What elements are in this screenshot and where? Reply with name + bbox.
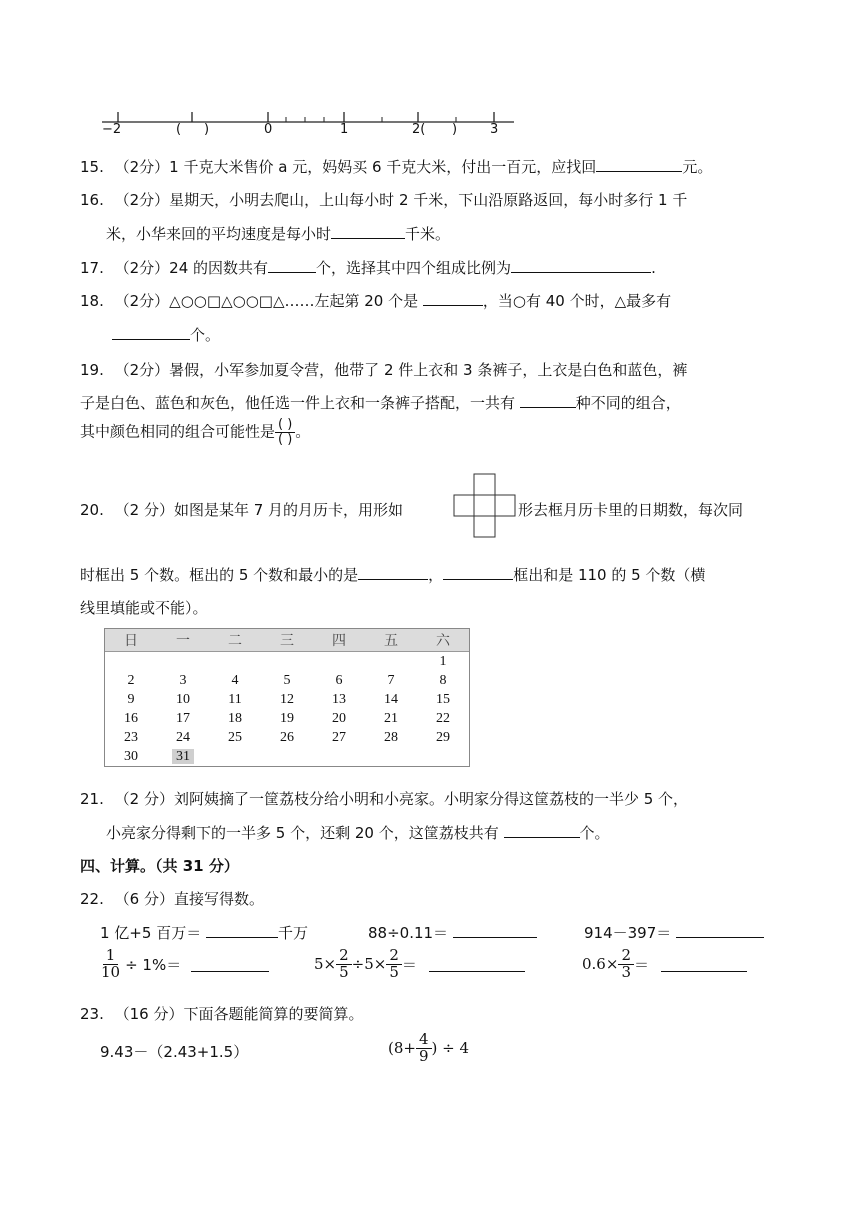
calendar-week-row (105, 671, 469, 690)
answer-blank[interactable] (423, 290, 483, 306)
tick-label: −2 (102, 122, 122, 137)
calendar-day: 5 (283, 672, 291, 688)
tick-label: ) (452, 122, 458, 137)
question-tail: 个。 (579, 824, 610, 842)
calendar-day: 19 (280, 710, 294, 726)
question-18 (80, 290, 671, 311)
calendar-week-row (105, 652, 469, 672)
calendar-day (313, 747, 365, 766)
expression: 1 亿+5 百万＝ (100, 924, 202, 942)
calendar-day: 3 (179, 672, 187, 688)
answer-blank[interactable] (596, 156, 682, 172)
answer-blank[interactable] (268, 257, 316, 273)
question-text: （16 分）下面各题能简算的要简算。 (114, 1005, 364, 1023)
question-tail: 元。 (682, 158, 713, 176)
weekday-header: 一 (157, 629, 209, 652)
section-title: 四、计算。（共 31 分） (80, 857, 239, 875)
calendar-day: 25 (228, 729, 242, 745)
calendar-day (261, 652, 313, 672)
question-number: 18. (80, 292, 104, 310)
calendar-day (209, 747, 261, 766)
tick-label: 2( (412, 122, 426, 137)
calendar-day: 4 (231, 672, 239, 688)
fraction: $\frac{2}{5}$ (386, 948, 402, 981)
calendar-day: 2 (127, 672, 135, 688)
weekday-header: 二 (209, 629, 261, 652)
fraction: $\frac{2}{5}$ (336, 948, 352, 981)
question-text: （2分）1 千克大米售价 a 元，妈妈买 6 千克大米，付出一百元，应找回 (114, 158, 597, 176)
highlighted-day: 31 (172, 749, 194, 764)
question-16 (80, 189, 687, 210)
question-text: 种不同的组合， (575, 394, 681, 412)
question-number: 22. (80, 890, 104, 908)
calendar-day (209, 652, 261, 672)
question-text: ，当○有 40 个时，△最多有 (482, 292, 672, 310)
question-18-line2 (112, 324, 220, 345)
question-text: 米，小华来回的平均速度是每小时 (106, 225, 332, 243)
expression: ) ÷ 4 (431, 1039, 470, 1058)
calendar-day (313, 652, 365, 672)
calendar-week-row (105, 728, 469, 747)
answer-fraction[interactable]: $\frac{( )}{( )}$ (275, 418, 295, 446)
question-number: 15. (80, 158, 104, 176)
answer-blank[interactable] (661, 956, 747, 972)
answer-blank[interactable] (676, 922, 764, 938)
expr-22-4 (98, 948, 269, 981)
question-tail: 千米。 (405, 225, 451, 243)
expression: 0.6× (582, 955, 619, 974)
weekday-header: 六 (417, 629, 469, 652)
weekday-header: 五 (365, 629, 417, 652)
calendar-day: 27 (332, 729, 346, 745)
question-21-line2 (106, 822, 610, 843)
question-text: （6 分）直接写得数。 (114, 890, 264, 908)
question-number: 20. (80, 501, 104, 519)
question-23 (80, 1003, 364, 1024)
number-line-labels (100, 122, 520, 140)
calendar-day: 22 (436, 710, 450, 726)
question-19 (80, 359, 687, 380)
calendar-day: 30 (124, 748, 138, 764)
weekday-header: 日 (105, 629, 157, 652)
tick-label: 0 (264, 122, 273, 137)
question-text: 小亮家分得剩下的一半多 5 个，还剩 20 个，这筐荔枝共有 (106, 824, 499, 842)
calendar-day: 17 (176, 710, 190, 726)
calendar-week-row (105, 747, 469, 766)
calendar-day: 24 (176, 729, 190, 745)
expression: 88÷0.11＝ (368, 924, 449, 942)
answer-blank[interactable] (443, 564, 513, 580)
cross-shape-icon (453, 473, 517, 539)
expr-23-1: 9.43－（2.43+1.5） (100, 1043, 249, 1061)
calendar-day (157, 652, 209, 672)
fraction: $\frac{1}{10}$ (101, 946, 121, 981)
answer-blank[interactable] (112, 324, 190, 340)
tick-label: ( (176, 122, 182, 137)
expression: 5× (314, 955, 337, 974)
calendar-day: 26 (280, 729, 294, 745)
expr-22-5 (314, 948, 525, 981)
calendar-table (105, 629, 469, 766)
question-tail: . (651, 259, 656, 277)
expr-22-1 (100, 922, 308, 943)
question-text: 其中颜色相同的组合可能性是 (80, 422, 276, 441)
calendar-day: 21 (384, 710, 398, 726)
question-19-line2 (80, 392, 681, 413)
question-20-line3: 线里填能或不能）。 (80, 599, 208, 617)
calendar-day: 9 (127, 691, 135, 707)
question-text: 时框出 5 个数。框出的 5 个数和最小的是 (80, 566, 359, 584)
calendar-week-row (105, 690, 469, 709)
question-number: 19. (80, 361, 104, 379)
answer-blank[interactable] (331, 223, 405, 239)
calendar-day: 23 (124, 729, 138, 745)
question-15 (80, 156, 712, 177)
question-16-line2 (106, 223, 450, 244)
calendar-day (157, 747, 209, 766)
calendar-day: 29 (436, 729, 450, 745)
fraction: $\frac{2}{3}$ (618, 948, 634, 981)
calendar-header-row (105, 629, 469, 652)
unit: 千万 (277, 924, 308, 942)
calendar-day: 18 (228, 710, 242, 726)
calendar-day: 7 (387, 672, 395, 688)
weekday-header: 三 (261, 629, 313, 652)
answer-blank[interactable] (511, 257, 651, 273)
calendar-day (105, 652, 157, 672)
answer-blank[interactable] (206, 922, 278, 938)
question-22 (80, 888, 264, 909)
calendar-day: 1 (439, 653, 447, 669)
calendar-day (365, 652, 417, 672)
question-text: （2 分）如图是某年 7 月的月历卡，用形如 (114, 501, 404, 519)
answer-blank[interactable] (358, 564, 428, 580)
expression: ÷ 1%＝ (125, 955, 182, 974)
question-tail: 。 (295, 422, 311, 441)
question-text: （2分）△○○□△○○□△……左起第 20 个是 (114, 292, 419, 310)
expression: 914－397＝ (584, 924, 672, 942)
question-text: ， (428, 566, 444, 584)
calendar-day: 14 (384, 691, 398, 707)
expression: ＝ (633, 955, 649, 974)
question-19-line3 (80, 418, 310, 446)
question-text: 个，选择其中四个组成比例为 (316, 259, 512, 277)
calendar-card (104, 628, 470, 767)
expression: ＝ (401, 955, 417, 974)
tick-label: ) (204, 122, 210, 137)
question-text: （2 分）刘阿姨摘了一筐荔枝分给小明和小亮家。小明家分得这筐荔枝的一半少 5 个， (114, 790, 689, 808)
expression: (8+ (388, 1039, 416, 1058)
fraction: $\frac{4}{9}$ (416, 1032, 432, 1065)
expr-22-6 (582, 948, 747, 981)
question-number: 17. (80, 259, 104, 277)
expression: ÷5× (351, 955, 387, 974)
answer-blank[interactable] (191, 956, 269, 972)
question-tail: 个。 (190, 326, 221, 344)
expr-22-2 (368, 922, 537, 943)
question-20-line1b: 形去框月历卡里的日期数，每次同 (518, 501, 744, 519)
calendar-day: 10 (176, 691, 190, 707)
calendar-day: 13 (332, 691, 346, 707)
answer-blank[interactable] (429, 956, 525, 972)
calendar-day: 8 (439, 672, 447, 688)
calendar-day (417, 747, 469, 766)
calendar-day (261, 747, 313, 766)
question-text: 子是白色、蓝色和灰色，他任选一件上衣和一条裤子搭配，一共有 (80, 394, 516, 412)
question-text: 框出和是 110 的 5 个数（横 (513, 566, 706, 584)
calendar-day (365, 747, 417, 766)
weekday-header: 四 (313, 629, 365, 652)
question-21 (80, 788, 688, 809)
question-number: 21. (80, 790, 104, 808)
question-20-line2 (80, 564, 705, 585)
question-text: （2分）暑假，小军参加夏令营，他带了 2 件上衣和 3 条裤子，上衣是白色和蓝色，裤 (114, 361, 688, 379)
question-number: 23. (80, 1005, 104, 1023)
calendar-day: 28 (384, 729, 398, 745)
question-text: （2分）星期天，小明去爬山，上山每小时 2 千米，下山沿原路返回，每小时多行 1 千 (114, 191, 688, 209)
question-text: （2分）24 的因数共有 (114, 259, 269, 277)
question-number: 16. (80, 191, 104, 209)
calendar-day: 12 (280, 691, 294, 707)
calendar-week-row (105, 709, 469, 728)
answer-blank[interactable] (520, 392, 576, 408)
expr-23-2 (388, 1032, 469, 1065)
answer-blank[interactable] (453, 922, 537, 938)
tick-label: 1 (340, 122, 349, 137)
calendar-day: 16 (124, 710, 138, 726)
answer-blank[interactable] (504, 822, 580, 838)
calendar-day: 15 (436, 691, 450, 707)
question-17 (80, 257, 656, 278)
calendar-day: 11 (228, 691, 242, 707)
calendar-day: 20 (332, 710, 346, 726)
calendar-day: 6 (335, 672, 343, 688)
tick-label: 3 (490, 122, 499, 137)
expr-22-3 (584, 922, 764, 943)
question-20 (80, 499, 403, 520)
